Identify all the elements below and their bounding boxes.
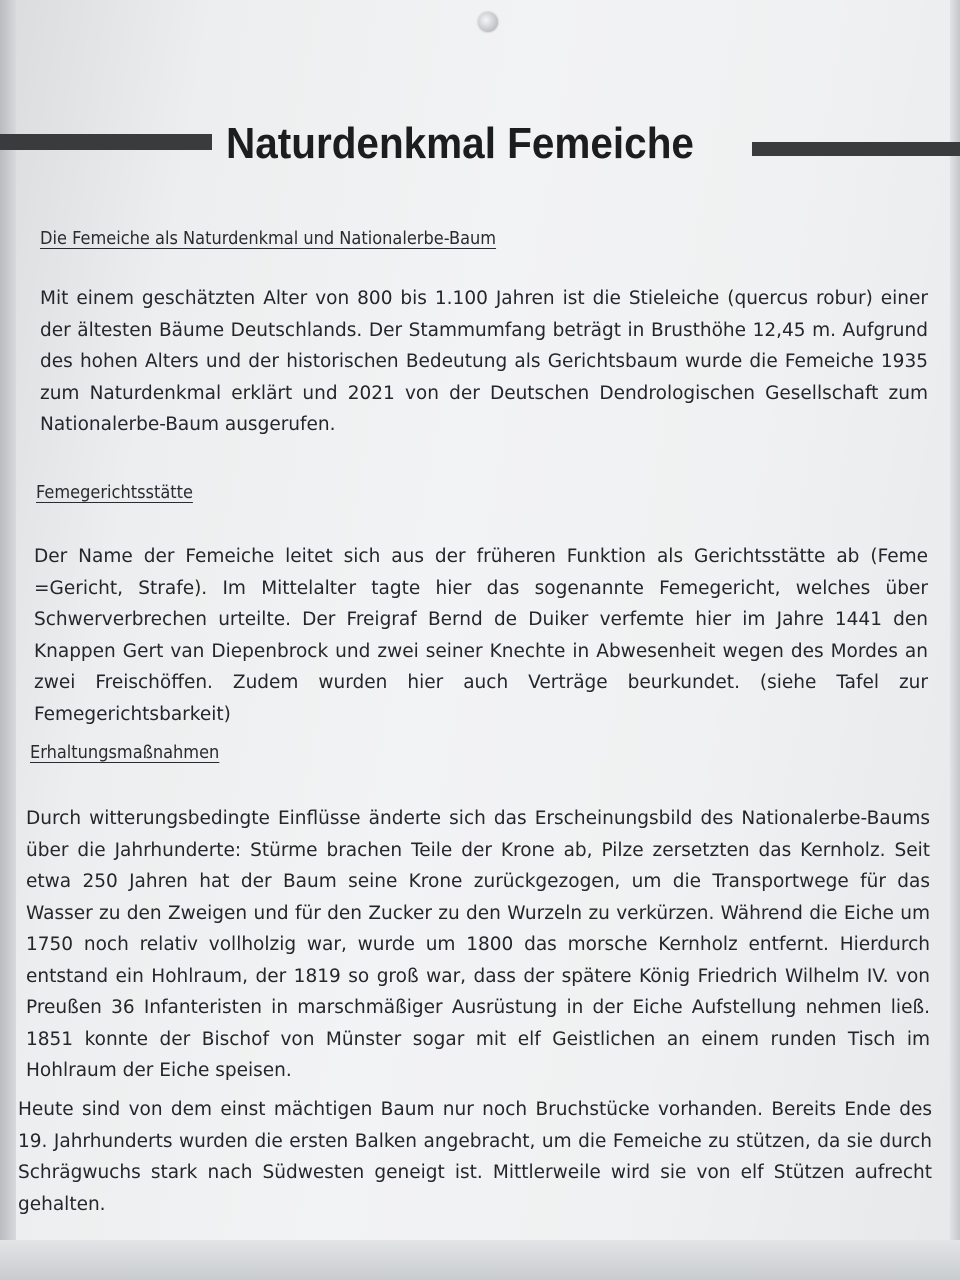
sign-left-edge	[0, 0, 16, 1280]
section-heading-naturdenkmal: Die Femeiche als Naturdenkmal und Nationalerbe-Baum	[40, 228, 497, 249]
section-text-femegerichtsstaette: Der Name der Femeiche leitet sich aus der früheren Funktion als Gerichtsstätte ab (Feme =Gericht, Strafe). Im Mittelalter tagte hier das sogenannte Femegericht, welches über Schwerverbrechen urteilte. Der Freigraf Bernd de Duiker verfemte hier im Jahre 1441 den Knappen Gert van Diepenbrock und zwei seiner Knechte in Abwesenheit wegen des Mordes an zwei Freischöffen. Zudem wurden hier auch Verträge beurkundet. (siehe Tafel zur Femegerichtsbarkeit)	[34, 546, 928, 725]
section-text-heute: Heute sind von dem einst mächtigen Baum nur noch Bruchstücke vorhanden. Bereits Ende des 19. Jahrhunderts wurden die ersten Balken angebracht, um die Femeiche zu stützen, da sie durch Schrägwuchs stark nach Südwesten geneigt ist. Mittlerweile wird sie von elf Stützen aufrecht gehalten.	[18, 1099, 932, 1215]
title-bar-right	[752, 142, 960, 156]
section-heading-femegerichtsstaette: Femegerichtsstätte	[36, 482, 193, 503]
section-text-naturdenkmal: Mit einem geschätzten Alter von 800 bis 1.100 Jahren ist die Stieleiche (quercus robur) einer der ältesten Bäume Deutschlands. Der Stammumfang beträgt in Brusthöhe 12,45 m. Aufgrund des hohen Alters und der historischen Bedeutung als Gerichtsbaum wurde die Femeiche 1935 zum Naturdenkmal erklärt und 2021 von der Deutschen Dendrologischen Gesellschaft zum Nationalerbe-Baum ausgerufen.	[40, 288, 928, 435]
section-text-erhaltungsmassnahmen: Durch witterungsbedingte Einflüsse änderte sich das Erscheinungsbild des Nationalerbe-Baums über die Jahrhunderte: Stürme brachen Teile der Krone ab, Pilze zersetzten das Kernholz. Seit etwa 250 Jahren hat der Baum seine Krone zurückgezogen, um die Transportwege für das Wasser zu den Zweigen und für den Zucker zu den Wurzeln zu verkürzen. Während die Eiche um 1750 noch relativ vollholzig war, wurde um 1800 das morsche Kernholz entfernt. Hierdurch entstand ein Hohlraum, der 1819 so groß war, dass der spätere König Friedrich Wilhelm IV. von Preußen 36 Infanteristen in marschmäßiger Ausrüstung in der Eiche Aufstellung nehmen ließ. 1851 konnte der Bischof von Münster sogar mit elf Geistlichen an einem runden Tisch im Hohlraum der Eiche speisen.	[26, 808, 930, 1081]
page-title: Naturdenkmal Femeiche	[226, 119, 694, 168]
section-heading-erhaltungsmassnahmen: Erhaltungsmaßnahmen	[30, 742, 220, 763]
sign-right-edge	[950, 0, 960, 1280]
title-row	[0, 112, 960, 176]
mounting-screw	[478, 12, 498, 32]
sign-bottom-edge	[0, 1240, 960, 1280]
title-bar-left	[0, 134, 212, 150]
